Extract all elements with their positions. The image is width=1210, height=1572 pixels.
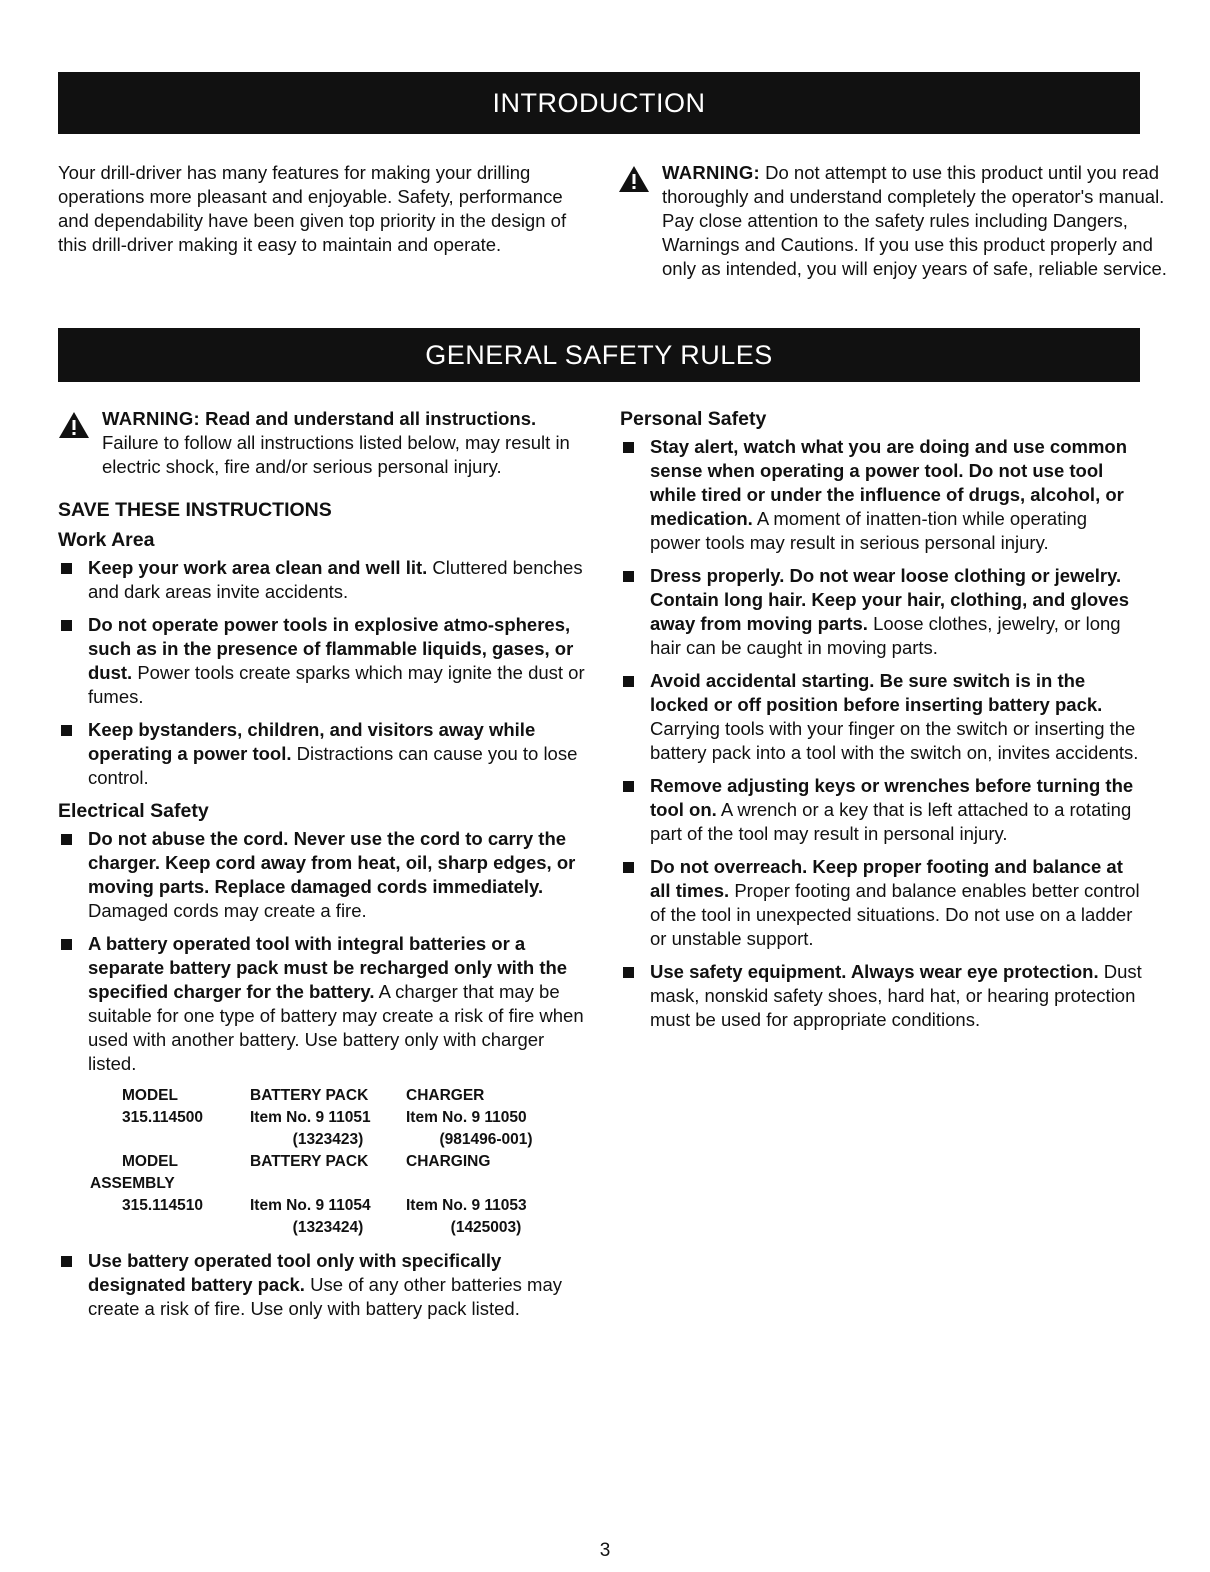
square-bullet-icon xyxy=(623,967,634,978)
table-cell: 315.114510 xyxy=(122,1197,204,1214)
intro-warning xyxy=(618,161,1172,281)
personal-safety-heading: Personal Safety xyxy=(620,408,767,430)
table-cell: Item No. 9 11054 xyxy=(250,1197,371,1214)
safety-left-column xyxy=(58,407,588,1330)
page-number: 3 xyxy=(599,1540,611,1561)
table-cell: 315.114500 xyxy=(122,1109,204,1126)
square-bullet-icon xyxy=(61,834,72,845)
list-item: Avoid accidental starting. Be sure switch is in the locked or off position before inserting battery pack. Carrying tools with your finger on the switch or inserting the battery pack into a tool with the switch on, invites accidents. xyxy=(620,669,1142,765)
table-cell: (1323423) xyxy=(292,1131,364,1148)
warning-text: Failure to follow all instructions listed below, may result in electric shock, fire and/or serious personal injury. xyxy=(102,432,570,477)
square-bullet-icon xyxy=(61,939,72,950)
square-bullet-icon xyxy=(623,781,634,792)
table-cell: (981496-001) xyxy=(439,1131,533,1148)
square-bullet-icon xyxy=(623,442,634,453)
list-item: Remove adjusting keys or wrenches before turning the tool on. A wrench or a key that is left attached to a rotating part of the tool may result in personal injury. xyxy=(620,774,1142,846)
table-cell: (1425003) xyxy=(450,1219,522,1236)
list-item: A battery operated tool with integral batteries or a separate battery pack must be recharged only with the specified charger for the battery. A charger that may be suitable for one type of battery may create a risk of fire when used with another battery. Use battery only with charger listed. xyxy=(58,932,588,1076)
table-cell: (1323424) xyxy=(292,1219,364,1236)
table-header: BATTERY PACK xyxy=(250,1153,369,1170)
list-item: Do not operate power tools in explosive atmo-spheres, such as in the presence of flammable liquids, gases, or dust. Power tools create sparks which may ignite the dust or fumes. xyxy=(58,613,588,709)
square-bullet-icon xyxy=(61,725,72,736)
warning-label: WARNING: xyxy=(102,408,200,429)
square-bullet-icon xyxy=(61,620,72,631)
list-item: Keep your work area clean and well lit. Cluttered benches and dark areas invite accidents. xyxy=(58,556,588,604)
intro-paragraph: Your drill-driver has many features for making your drilling operations more pleasant and enjoyable. Safety, performance and dependability have been given top priority in the design of this drill-driver making it easy to maintain and operate. xyxy=(58,162,567,255)
square-bullet-icon xyxy=(623,676,634,687)
warning-triangle-icon xyxy=(618,165,650,193)
general-safety-rules-heading: GENERAL SAFETY RULES xyxy=(58,328,1140,382)
table-header: CHARGER xyxy=(406,1087,485,1104)
table-header: CHARGING xyxy=(406,1153,491,1170)
square-bullet-icon xyxy=(623,571,634,582)
table-header: MODEL xyxy=(122,1087,178,1104)
warning-triangle-icon xyxy=(58,411,90,439)
list-item: Dress properly. Do not wear loose clothing or jewelry. Contain long hair. Keep your hair, clothing, and gloves away from moving parts. Loose clothes, jewelry, or long hair can be caught in moving parts. xyxy=(620,564,1142,660)
electrical-safety-heading: Electrical Safety xyxy=(58,800,209,822)
table-cell: Item No. 9 11050 xyxy=(406,1109,527,1126)
work-area-heading: Work Area xyxy=(58,529,155,551)
list-item: Do not abuse the cord. Never use the cord to carry the charger. Keep cord away from heat, oil, sharp edges, or moving parts. Replace damaged cords immediately. Damaged cords may create a fire. xyxy=(58,827,588,923)
list-item: Use battery operated tool only with specifically designated battery pack. Use of any other batteries may create a risk of fire. Use only with battery pack listed. xyxy=(58,1249,588,1321)
warning-label: WARNING: xyxy=(662,162,760,183)
square-bullet-icon xyxy=(61,563,72,574)
list-item: Stay alert, watch what you are doing and use common sense when operating a power tool. Do not use tool while tired or under the influence of drugs, alcohol, or medication. A moment of inatten-tion while operating power tools may result in serious personal injury. xyxy=(620,435,1142,555)
list-item: Keep bystanders, children, and visitors away while operating a power tool. Distractions can cause you to lose control. xyxy=(58,718,588,790)
square-bullet-icon xyxy=(623,862,634,873)
rules-warning xyxy=(58,407,588,479)
save-instructions-heading: SAVE THESE INSTRUCTIONS xyxy=(58,499,332,521)
table-header: BATTERY PACK xyxy=(250,1087,369,1104)
safety-right-column xyxy=(620,407,1142,1041)
battery-charger-table xyxy=(58,1085,566,1239)
square-bullet-icon xyxy=(61,1256,72,1267)
list-item: Use safety equipment. Always wear eye protection. Dust mask, nonskid safety shoes, hard hat, or hearing protection must be used for appropriate conditions. xyxy=(620,960,1142,1032)
list-item: Do not overreach. Keep proper footing and balance at all times. Proper footing and balance enables better control of the tool in unexpected situations. Do not use on a ladder or unstable support. xyxy=(620,855,1142,951)
warning-lead: Read and understand all instructions. xyxy=(199,408,537,429)
warning-text: Do not attempt to use this product until you read thoroughly and understand completely the operator's manual. Pay close attention to the safety rules including Dangers, Warnings and Cautions. If you use this product properly and only as intended, you will enjoy years of safe, reliable service. xyxy=(662,162,1167,279)
table-header: MODEL xyxy=(122,1153,178,1170)
table-cell: Item No. 9 11051 xyxy=(250,1109,371,1126)
introduction-heading: INTRODUCTION xyxy=(58,72,1140,134)
table-cell: Item No. 9 11053 xyxy=(406,1197,527,1214)
table-header: ASSEMBLY xyxy=(90,1175,175,1192)
